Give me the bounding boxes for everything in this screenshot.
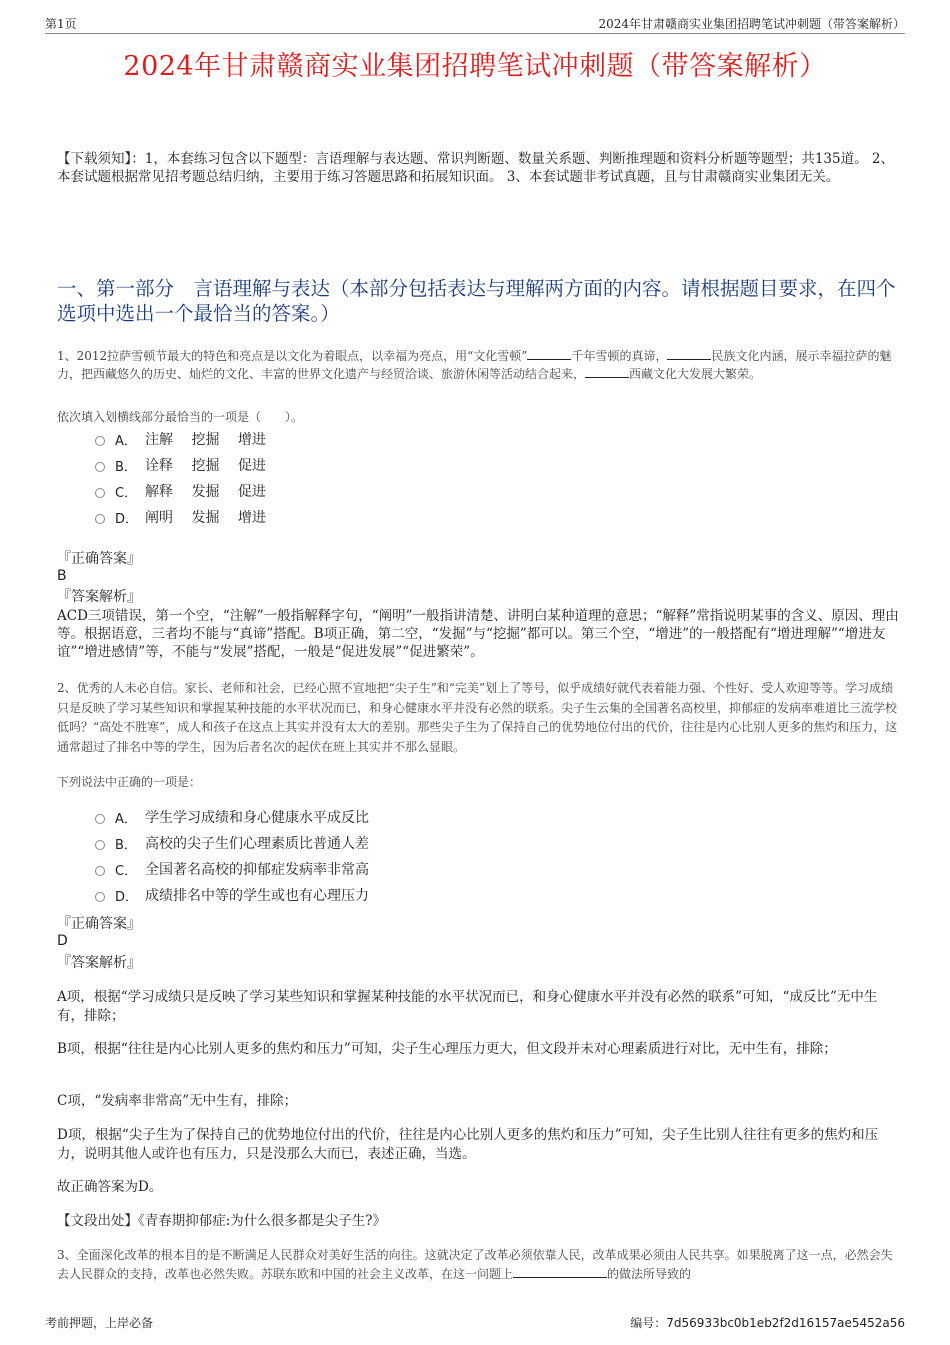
correct-answer-label: 『正确答案』	[57, 551, 141, 567]
question-2-stem: 2、优秀的人未必自信。家长、老师和社会，已经心照不宣地把“尖子生”和“完美”划上了等号，似乎成绩好就代表着能力强、个性好、受人欢迎等等。学习成绩只是反映了学习某些知识和掌握某种技能的水平状况而已，和身心健康水平并没有必然的联系。尖子生云集的全国著名高校里，抑郁症的发病率难道比三流学校低吗？“高处不胜寒”，成人和孩子在这点上其实并没有太大的差别。那些尖子生为了保持自己的优势地位付出的代价，往往是内心比别人更多的焦灼和压力，这通常超过了排名中等的学生，因为后者名次的起伏在班上其实并不那么显眼。	[57, 681, 898, 754]
question-2-ask: 下列说法中正确的一项是：	[57, 775, 202, 789]
radio-icon[interactable]	[95, 814, 105, 824]
radio-icon[interactable]	[95, 462, 105, 472]
question-1-options	[95, 426, 695, 530]
question-3-stem: 3、全面深化改革的根本目的是不断满足人民群众对美好生活的向往。这就决定了改革必须依靠人民，改革成果必须由人民共享。如果脱离了这一点，必然会失去人民群众的支持，改革也必然失败。苏联东欧和中国的社会主义改革，在这一问题上 的做法所导致的	[57, 1248, 893, 1281]
analysis-option-c: C项，“发病率非常高”无中生有，排除；	[57, 1093, 298, 1109]
option-b[interactable]: B． 诠释 挖掘 促进	[95, 452, 695, 478]
option-c[interactable]: C． 全国著名高校的抑郁症发病率非常高	[95, 856, 695, 882]
answer-analysis: ACD三项错误，第一个空，“注解”一般指解释字句，“阐明”一般指讲清楚、讲明白某种道理的意思；“解释”常指说明某事的含义、原因、理由等。根据语意，三者均不能与“真谛”搭配。B项正确，第二空，“发掘”与“挖掘”都可以。第三个空，“增进”的一般搭配有“增进理解”“增进友谊”“增进感情”等，不能与“发展”搭配，一般是“促进发展”“促进繁荣”。	[57, 608, 899, 660]
analysis-option-d: D项，根据“尖子生为了保持自己的优势地位付出的代价，往往是内心比别人更多的焦灼和压力”可知，尖子生比别人往往有更多的焦灼和压力，说明其他人或许也有压力，只是没那么大而已，表述正确，当选。	[57, 1127, 879, 1162]
correct-answer-value: B	[57, 568, 67, 584]
page-header	[45, 13, 905, 34]
option-d[interactable]: D． 成绩排名中等的学生或也有心理压力	[95, 882, 695, 908]
page-number: 第1页	[45, 17, 77, 31]
question-1-stem: 1、2012拉萨雪顿节最大的特色和亮点是以文化为着眼点，以幸福为亮点，用“文化雪顿” 千年雪顿的真谛， 民族文化内涵，展示幸福拉萨的魅力，把西藏悠久的历史、灿烂的文化、丰富的世界文化遗产与经贸洽谈、旅游休闲等活动结合起来， 西藏文化大发展大繁荣。	[57, 349, 892, 381]
radio-icon[interactable]	[95, 436, 105, 446]
radio-icon[interactable]	[95, 488, 105, 498]
radio-icon[interactable]	[95, 840, 105, 850]
footer-slogan: 考前押题，上岸必备	[45, 1316, 154, 1330]
header-doc-name: 2024年甘肃赣商实业集团招聘笔试冲刺题（带答案解析）	[598, 17, 905, 31]
radio-icon[interactable]	[95, 866, 105, 876]
option-a[interactable]: A． 注解 挖掘 增进	[95, 426, 695, 452]
option-b[interactable]: B． 高校的尖子生们心理素质比普通人差	[95, 830, 695, 856]
correct-answer-label: 『正确答案』	[57, 916, 141, 932]
question-2-options	[95, 804, 695, 908]
blank-3	[585, 367, 629, 378]
radio-icon[interactable]	[95, 892, 105, 902]
answer-analysis-label: 『答案解析』	[57, 589, 141, 605]
analysis-conclusion: 故正确答案为D。	[57, 1179, 163, 1195]
blank-q3	[513, 1267, 607, 1278]
blank-1	[527, 349, 571, 360]
download-notice: 【下载须知】：1，本套练习包含以下题型：言语理解与表达题、常识判断题、数量关系题、判断推理题和资料分析题等题型；共135道。 2、本套试题根据常见招考题总结归纳，主要用于练习答题思路和拓展知识面。 3、本套试题非考试真题，且与甘肃赣商实业集团无关。	[57, 151, 894, 185]
passage-source: 【文段出处】《青春期抑郁症:为什么很多都是尖子生?》	[57, 1213, 387, 1229]
option-d[interactable]: D． 阐明 发掘 增进	[95, 504, 695, 530]
document-code: 编号：7d56933bc0b1eb2f2d16157ae5452a56	[630, 1316, 905, 1330]
section-heading: 一、第一部分 言语理解与表达（本部分包括表达与理解两方面的内容。请根据题目要求，在四个选项中选出一个最恰当的答案。）	[57, 277, 896, 325]
analysis-option-a: A项，根据“学习成绩只是反映了学习某些知识和掌握某种技能的水平状况而已，和身心健康水平并没有必然的联系”可知，“成反比”无中生有，排除；	[57, 989, 878, 1024]
correct-answer-value: D	[57, 933, 68, 949]
document-title: 2024年甘肃赣商实业集团招聘笔试冲刺题（带答案解析）	[123, 51, 827, 82]
question-1-ask: 依次填入划横线部分最恰当的一项是（ ）。	[57, 410, 304, 424]
option-c[interactable]: C． 解释 发掘 促进	[95, 478, 695, 504]
radio-icon[interactable]	[95, 514, 105, 524]
analysis-option-b: B项，根据“往往是内心比别人更多的焦灼和压力”可知，尖子生心理压力更大，但文段并未对心理素质进行对比，无中生有，排除；	[57, 1041, 837, 1057]
blank-2	[667, 349, 711, 360]
option-a[interactable]: A． 学生学习成绩和身心健康水平成反比	[95, 804, 695, 830]
answer-analysis-label: 『答案解析』	[57, 955, 141, 971]
